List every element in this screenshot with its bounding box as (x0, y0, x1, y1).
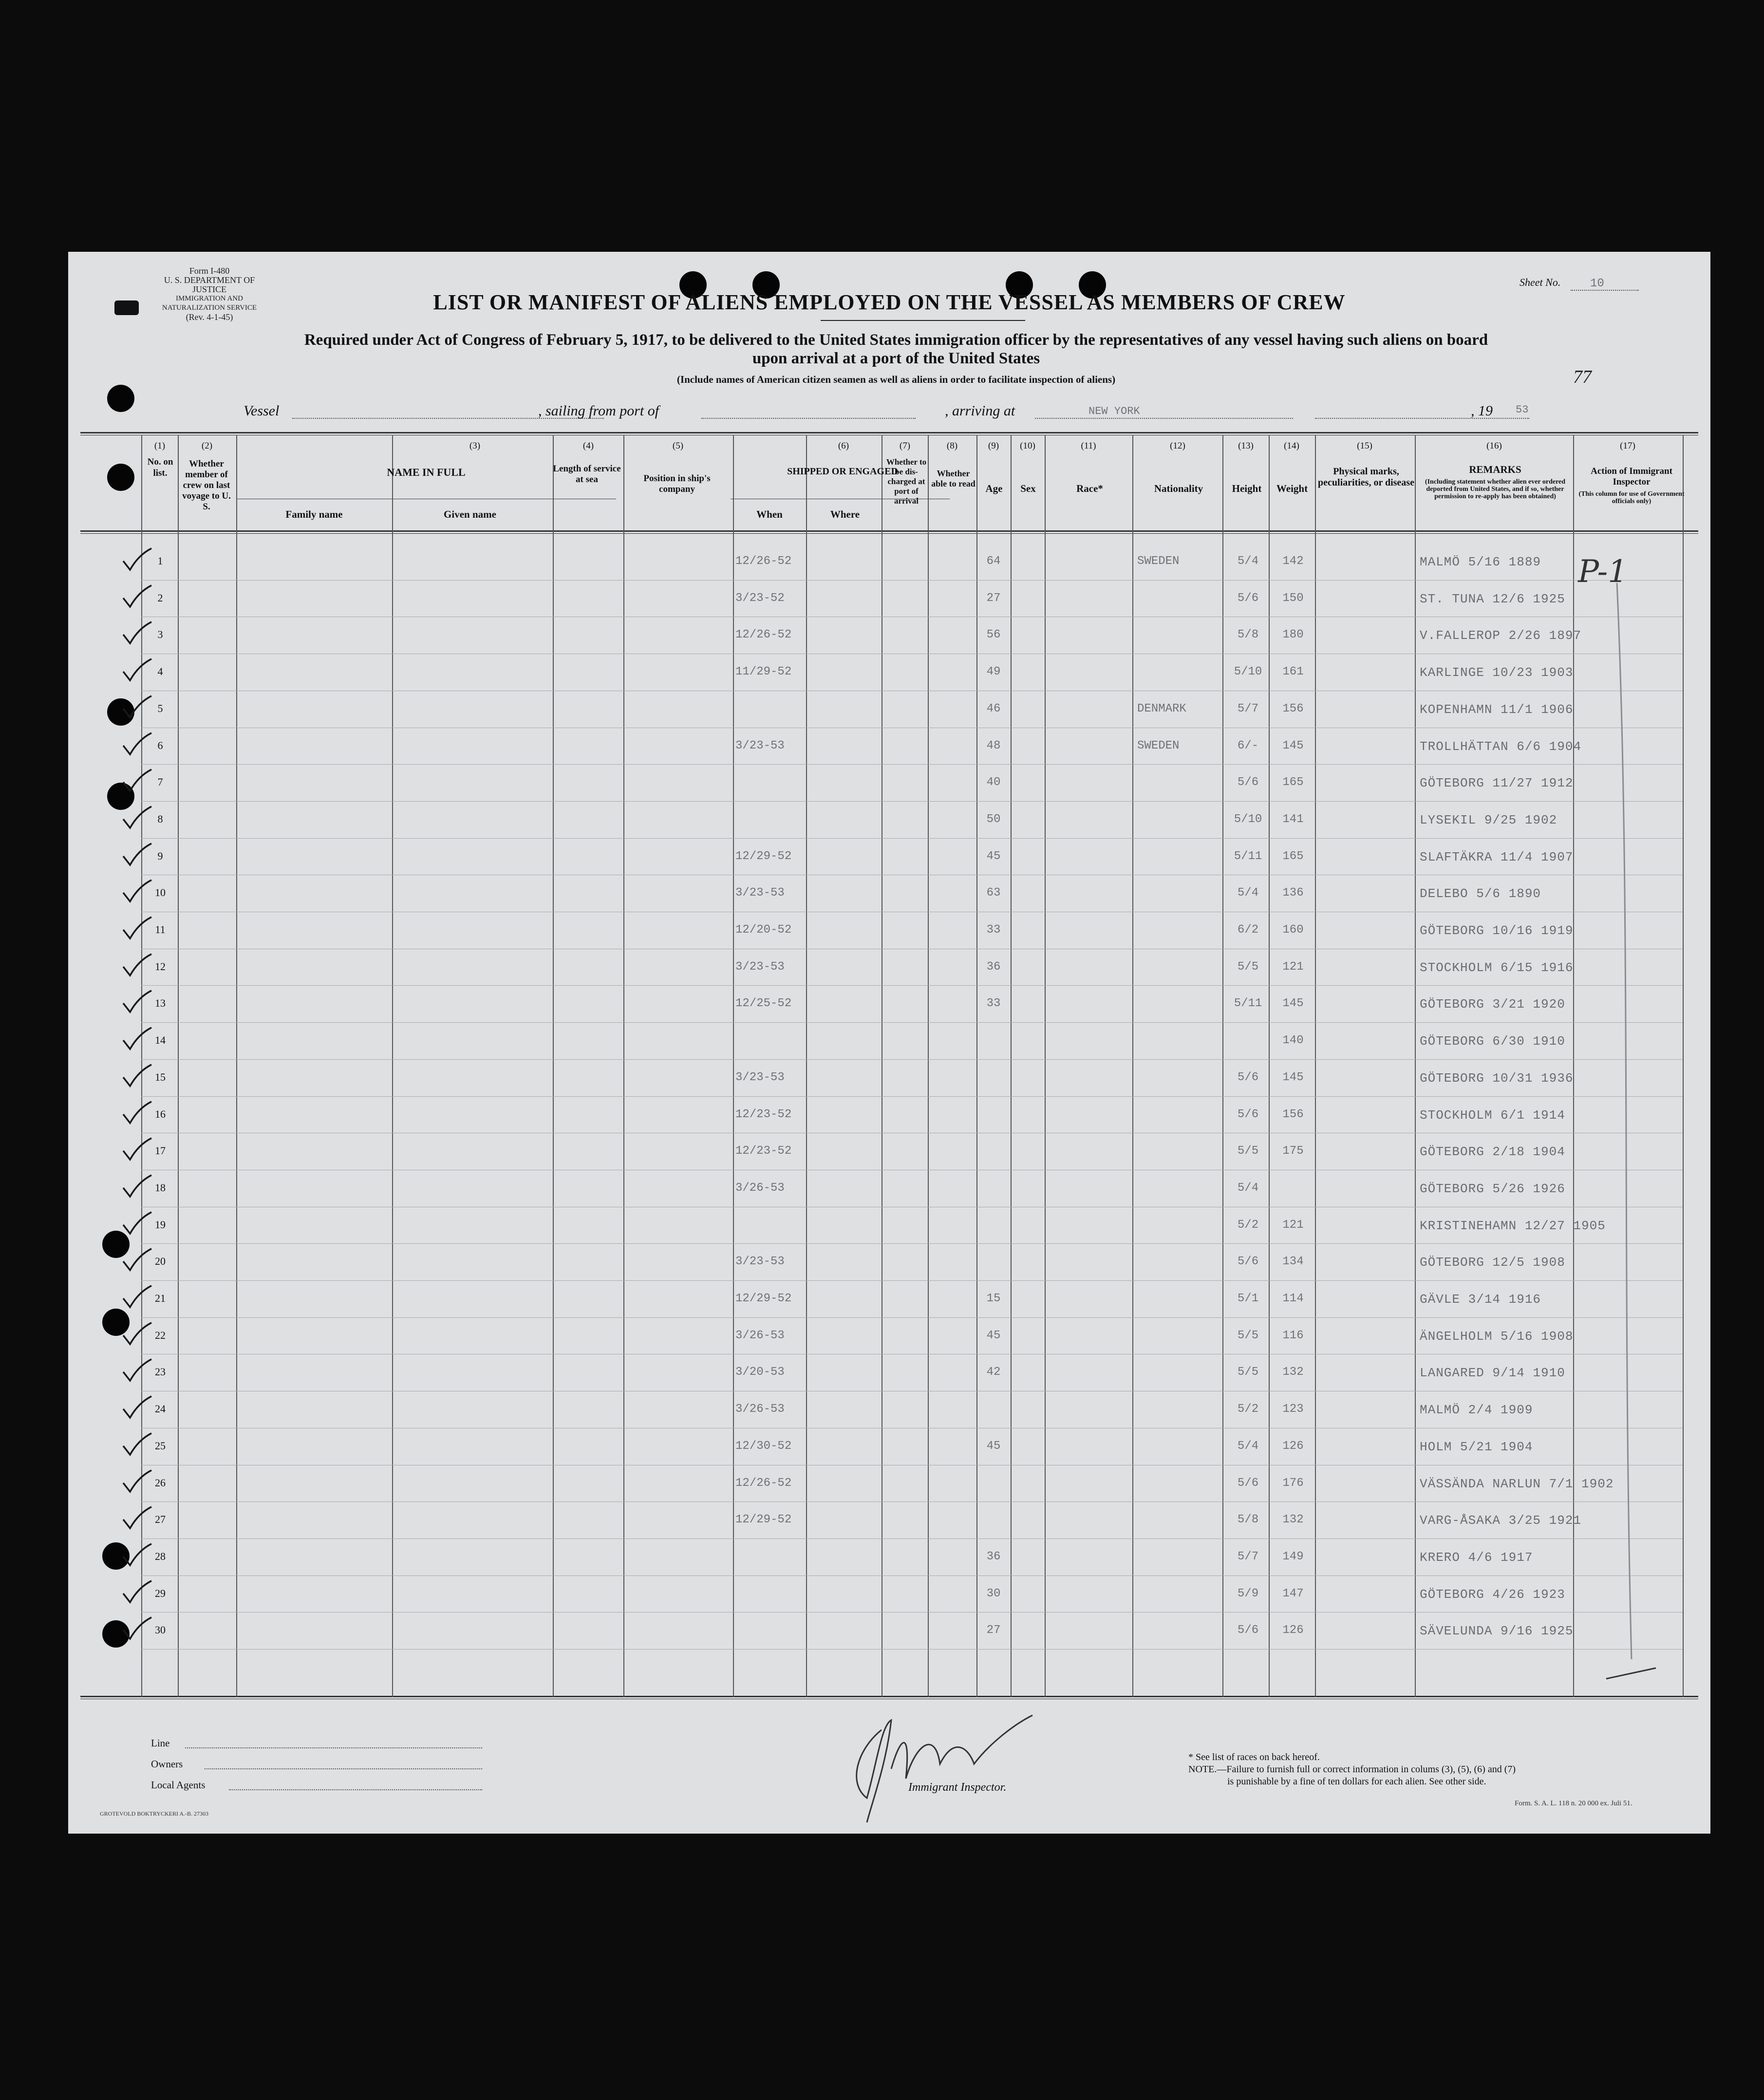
table-bottom-rule (80, 1696, 1698, 1697)
row-number: 8 (157, 812, 163, 825)
form-number: Form I-480 (189, 266, 230, 276)
row-nationality: DENMARK (1137, 702, 1186, 715)
col-name-in-full: NAME IN FULL (387, 466, 466, 478)
footer-line-label: Line (151, 1737, 170, 1749)
arriving-label: , arriving at (945, 403, 1015, 419)
row-height: 5/6 (1237, 1476, 1259, 1490)
row-rule (141, 801, 1683, 802)
column-rule (236, 435, 237, 1697)
row-number: 26 (155, 1476, 166, 1489)
col-member-crew: Whether member of crew on last voyage to U. S. (182, 459, 231, 512)
col-age: Age (985, 483, 1003, 494)
row-height: 5/6 (1237, 1255, 1259, 1269)
row-rule (141, 1538, 1683, 1539)
row-weight: 165 (1282, 776, 1304, 789)
row-number: 23 (155, 1366, 166, 1378)
row-rule (141, 580, 1683, 581)
col-given-name: Given name (444, 508, 496, 520)
row-when: 3/20-53 (735, 1366, 785, 1379)
vessel-label: Vessel (244, 403, 280, 419)
row-height: 5/6 (1237, 776, 1259, 789)
column-rule (806, 435, 807, 1697)
arriving-field (1035, 405, 1293, 419)
form-code: Form. S. A. L. 118 n. 20 000 ex. Juli 51. (1515, 1800, 1633, 1807)
row-remarks: GÖTEBORG 10/16 1919 (1420, 923, 1574, 938)
col-shipped: SHIPPED OR ENGAGED (787, 466, 898, 477)
row-number: 17 (155, 1144, 166, 1157)
footer-owners-label: Owners (151, 1758, 183, 1770)
row-height: 5/7 (1237, 1550, 1259, 1563)
row-remarks: LYSEKIL 9/25 1902 (1420, 812, 1558, 827)
row-when: 12/29-52 (735, 849, 792, 863)
row-height: 5/6 (1237, 1624, 1259, 1637)
column-rule (1315, 435, 1316, 1697)
row-number: 19 (155, 1218, 166, 1231)
row-weight: 156 (1282, 1107, 1304, 1121)
line-field (185, 1735, 482, 1748)
col-remarks: REMARKS (1469, 464, 1521, 475)
row-height: 5/5 (1237, 1144, 1259, 1158)
immigrant-inspector-label: Immigrant Inspector. (908, 1781, 1007, 1794)
column-rule (976, 435, 977, 1697)
row-when: 12/29-52 (735, 1513, 792, 1527)
row-number: 27 (155, 1513, 166, 1526)
row-weight: 121 (1282, 1218, 1304, 1232)
row-remarks: VÄSSÄNDA NARLUN 7/1 1902 (1420, 1476, 1614, 1491)
year-value: 53 (1516, 404, 1529, 416)
col-no-on-list: No. on list. (147, 457, 173, 478)
row-when: 3/23-52 (735, 591, 785, 605)
row-remarks: MALMÖ 5/16 1889 (1420, 555, 1541, 569)
row-number: 3 (157, 628, 163, 641)
row-weight: 136 (1282, 886, 1304, 900)
row-remarks: KRISTINEHAMN 12/27 1905 (1420, 1218, 1606, 1233)
row-number: 30 (155, 1624, 166, 1636)
row-remarks: MALMÖ 2/4 1909 (1420, 1403, 1533, 1418)
row-number: 5 (157, 702, 163, 714)
note-star: * See list of races on back hereof. (1188, 1752, 1320, 1762)
row-age: 49 (986, 665, 1001, 679)
form-dept: U. S. DEPARTMENT OF JUSTICE (164, 275, 255, 294)
date-field (1315, 405, 1529, 419)
column-rule (733, 435, 734, 1697)
row-age: 40 (986, 776, 1001, 789)
row-when: 12/20-52 (735, 923, 792, 937)
manifest-sheet (68, 252, 1710, 1834)
col-action-note: (This column for use of Government officials only) (1578, 490, 1685, 505)
row-height: 5/4 (1237, 1439, 1259, 1453)
row-remarks: GÖTEBORG 5/26 1926 (1420, 1181, 1565, 1196)
row-number: 2 (157, 591, 163, 604)
col-length-service: Length of service at sea (553, 464, 621, 485)
col-remarks-note: (Including statement whether alien ever ordered deported from United States, and if so, whether permission to re-apply has been obtained) (1425, 478, 1566, 500)
row-remarks: ST. TUNA 12/6 1925 (1420, 591, 1565, 606)
row-age: 36 (986, 960, 1001, 974)
inspector-stroke (1602, 563, 1661, 1688)
row-when: 12/23-52 (735, 1144, 792, 1158)
footer-agents-label: Local Agents (151, 1779, 206, 1791)
row-height: 5/6 (1237, 591, 1259, 605)
row-number: 16 (155, 1107, 166, 1120)
column-number: (4) (582, 441, 594, 451)
column-number: (6) (838, 441, 849, 451)
row-weight: 145 (1282, 997, 1304, 1011)
column-number: (3) (469, 441, 481, 451)
row-height: 5/4 (1237, 555, 1259, 568)
row-weight: 116 (1282, 1329, 1304, 1342)
row-number: 14 (155, 1034, 166, 1047)
row-weight: 114 (1282, 1292, 1304, 1305)
row-height: 5/4 (1237, 886, 1259, 900)
row-height: 5/2 (1237, 1403, 1259, 1416)
col-where: Where (830, 508, 860, 520)
col-height: Height (1232, 483, 1262, 494)
row-rule (141, 1280, 1683, 1281)
row-age: 63 (986, 886, 1001, 900)
row-when: 3/23-53 (735, 960, 785, 974)
column-rule (1011, 435, 1012, 1697)
row-rule (141, 1317, 1683, 1318)
row-age: 27 (986, 591, 1001, 605)
row-age: 46 (986, 702, 1001, 715)
sheet-value: 10 (1590, 277, 1604, 290)
row-height: 5/9 (1237, 1587, 1259, 1600)
row-age: 45 (986, 1439, 1001, 1453)
row-weight: 150 (1282, 591, 1304, 605)
row-remarks: HOLM 5/21 1904 (1420, 1439, 1533, 1454)
column-number: (11) (1081, 441, 1096, 451)
row-height: 5/10 (1234, 812, 1262, 826)
row-weight: 165 (1282, 849, 1304, 863)
row-height: 5/2 (1237, 1218, 1259, 1232)
column-number: (1) (154, 441, 166, 451)
col-physical: Physical marks, peculiarities, or disease (1318, 466, 1414, 488)
note-2: is punishable by a fine of ten dollars for each alien. See other side. (1227, 1776, 1486, 1787)
row-when: 3/26-53 (735, 1403, 785, 1416)
column-rule (392, 435, 393, 1697)
row-number: 11 (155, 923, 166, 936)
row-rule (141, 1575, 1683, 1576)
row-weight: 126 (1282, 1439, 1304, 1453)
sailing-field (701, 405, 916, 419)
row-remarks: SÄVELUNDA 9/16 1925 (1420, 1624, 1574, 1639)
row-remarks: GÖTEBORG 12/5 1908 (1420, 1255, 1565, 1270)
column-number: (7) (899, 441, 911, 451)
row-remarks: STOCKHOLM 6/15 1916 (1420, 960, 1574, 975)
row-weight: 149 (1282, 1550, 1304, 1563)
handwritten-number: 77 (1573, 367, 1592, 387)
row-remarks: GÖTEBORG 10/31 1936 (1420, 1070, 1574, 1086)
column-rule (178, 435, 179, 1697)
row-age: 33 (986, 923, 1001, 937)
year-label: , 19 (1471, 403, 1493, 419)
row-weight: 126 (1282, 1624, 1304, 1637)
row-rule (141, 1243, 1683, 1244)
row-age: 33 (986, 997, 1001, 1011)
row-number: 15 (155, 1070, 166, 1083)
row-height: 5/4 (1237, 1181, 1259, 1195)
row-age: 15 (986, 1292, 1001, 1305)
row-number: 7 (157, 776, 163, 788)
row-remarks: KOPENHAMN 11/1 1906 (1420, 702, 1574, 717)
form-service: IMMIGRATION AND NATURALIZATION SERVICE (162, 295, 257, 312)
row-rule (141, 985, 1683, 986)
row-remarks: SLAFTÄKRA 11/4 1907 (1420, 849, 1574, 864)
column-number: (9) (988, 441, 999, 451)
row-remarks: GÖTEBORG 3/21 1920 (1420, 997, 1565, 1012)
row-age: 64 (986, 555, 1001, 568)
row-when: 11/29-52 (735, 665, 792, 679)
row-height: 5/5 (1237, 1366, 1259, 1379)
row-number: 10 (155, 886, 166, 899)
punch-hole (107, 385, 134, 412)
row-age: 45 (986, 849, 1001, 863)
row-age: 27 (986, 1624, 1001, 1637)
row-height: 5/5 (1237, 960, 1259, 974)
row-weight: 147 (1282, 1587, 1304, 1600)
row-weight: 156 (1282, 702, 1304, 715)
row-height: 5/5 (1237, 1329, 1259, 1342)
row-when: 3/23-53 (735, 886, 785, 900)
row-weight: 121 (1282, 960, 1304, 974)
row-when: 3/23-53 (735, 1255, 785, 1269)
column-number: (5) (672, 441, 684, 451)
row-rule (141, 1096, 1683, 1097)
row-weight: 141 (1282, 812, 1304, 826)
row-number: 29 (155, 1587, 166, 1599)
table-top-rule (80, 432, 1698, 433)
row-weight: 123 (1282, 1403, 1304, 1416)
row-age: 48 (986, 739, 1001, 752)
row-weight: 160 (1282, 923, 1304, 937)
row-number: 22 (155, 1329, 166, 1341)
row-number: 12 (155, 960, 166, 973)
row-when: 12/26-52 (735, 1476, 792, 1490)
column-rule (1683, 435, 1684, 1697)
row-number: 20 (155, 1255, 166, 1268)
subtitle-3: (Include names of American citizen seamen as well as aliens in order to facilitate inspection of aliens) (676, 374, 1116, 385)
col-position: Position in ship's company (643, 473, 711, 494)
column-number: (8) (946, 441, 958, 451)
sheet-label: Sheet No. (1520, 276, 1561, 288)
row-rule (141, 764, 1683, 765)
arrival-port: NEW YORK (1088, 405, 1140, 417)
row-rule (141, 1649, 1683, 1650)
sheet-field (1571, 277, 1639, 291)
row-height: 6/- (1237, 739, 1259, 752)
row-remarks: KRERO 4/6 1917 (1420, 1550, 1533, 1565)
row-height: 5/11 (1234, 849, 1262, 863)
row-remarks: GÖTEBORG 11/27 1912 (1420, 776, 1574, 791)
column-number: (16) (1486, 441, 1502, 451)
col-discharged: Whether to be dis-charged at port of arrival (886, 457, 927, 506)
row-remarks: VARG-ÅSAKA 3/25 1921 (1420, 1513, 1582, 1528)
print-code: GROTEVOLD BOKTRYCKERI A.-B. 27303 (100, 1810, 209, 1817)
row-weight: 161 (1282, 665, 1304, 679)
column-rule (1132, 435, 1133, 1697)
row-remarks: GÖTEBORG 4/26 1923 (1420, 1587, 1565, 1602)
subtitle-2: upon arrival at a port of the United States (752, 350, 1040, 367)
row-when: 12/29-52 (735, 1292, 792, 1305)
row-nationality: SWEDEN (1137, 739, 1180, 752)
row-weight: 132 (1282, 1513, 1304, 1527)
row-height: 5/10 (1234, 665, 1262, 679)
col-action: Action of Immigrant Inspector (1591, 466, 1672, 487)
row-rule (141, 838, 1683, 839)
column-rule (928, 435, 929, 1697)
row-number: 25 (155, 1439, 166, 1452)
col-race: Race* (1076, 483, 1103, 494)
column-number: (12) (1170, 441, 1185, 451)
row-nationality: SWEDEN (1137, 555, 1180, 568)
column-rule (1222, 435, 1223, 1697)
row-when: 12/26-52 (735, 628, 792, 642)
row-number: 28 (155, 1550, 166, 1562)
row-remarks: GÖTEBORG 2/18 1904 (1420, 1144, 1565, 1160)
col-when: When (756, 508, 783, 520)
row-remarks: GÄVLE 3/14 1916 (1420, 1292, 1541, 1307)
row-rule (141, 1022, 1683, 1023)
row-when: 3/23-53 (735, 739, 785, 752)
column-rule (553, 435, 554, 1697)
row-height: 6/2 (1237, 923, 1259, 937)
punch-hole (107, 464, 134, 491)
page-title: LIST OR MANIFEST OF ALIENS EMPLOYED ON THE VESSEL AS MEMBERS OF CREW (433, 290, 1346, 314)
row-when: 12/30-52 (735, 1439, 792, 1453)
row-rule (141, 1501, 1683, 1502)
column-rule (1045, 435, 1046, 1697)
column-rule (1415, 435, 1416, 1697)
row-weight: 132 (1282, 1366, 1304, 1379)
row-remarks: DELEBO 5/6 1890 (1420, 886, 1541, 901)
row-age: 45 (986, 1329, 1001, 1342)
subtitle-1: Required under Act of Congress of February 5, 1917, to be delivered to the United States immigration officer by the representatives of any vessel having such aliens on board (304, 331, 1488, 349)
header-bottom-rule-2 (80, 533, 1698, 534)
year-field (1516, 404, 1528, 416)
row-age: 30 (986, 1587, 1001, 1600)
title-underline (821, 320, 1025, 321)
row-age: 56 (986, 628, 1001, 642)
column-number: (2) (201, 441, 213, 451)
inspector-mark: P-1 (1578, 554, 1628, 590)
row-remarks: GÖTEBORG 6/30 1910 (1420, 1034, 1565, 1049)
row-when: 3/26-53 (735, 1329, 785, 1342)
row-number: 21 (155, 1292, 166, 1304)
col-sex: Sex (1020, 483, 1036, 494)
column-number: (14) (1284, 441, 1299, 451)
column-rule (1573, 435, 1574, 1697)
row-height: 5/8 (1237, 628, 1259, 642)
row-remarks: KARLINGE 10/23 1903 (1420, 665, 1574, 680)
col-able-read: Whether able to read (931, 469, 976, 488)
row-height: 5/6 (1237, 1070, 1259, 1084)
row-height: 5/8 (1237, 1513, 1259, 1527)
row-remarks: STOCKHOLM 6/1 1914 (1420, 1107, 1565, 1123)
row-height: 5/7 (1237, 702, 1259, 715)
column-number: (17) (1620, 441, 1635, 451)
row-when: 12/23-52 (735, 1107, 792, 1121)
row-weight: 176 (1282, 1476, 1304, 1490)
row-remarks: LANGARED 9/14 1910 (1420, 1366, 1565, 1381)
row-age: 42 (986, 1366, 1001, 1379)
row-age: 36 (986, 1550, 1001, 1563)
owners-field (205, 1756, 482, 1769)
row-height: 5/11 (1234, 997, 1262, 1011)
row-number: 13 (155, 997, 166, 1010)
col-weight: Weight (1276, 483, 1308, 494)
row-when: 3/23-53 (735, 1070, 785, 1084)
row-weight: 180 (1282, 628, 1304, 642)
column-rule (623, 435, 624, 1697)
row-when: 12/25-52 (735, 997, 792, 1011)
row-remarks: V.FALLEROP 2/26 1897 (1420, 628, 1582, 643)
agents-field (229, 1777, 482, 1790)
row-weight: 175 (1282, 1144, 1304, 1158)
col-family-name: Family name (285, 508, 343, 520)
col-nationality: Nationality (1154, 483, 1203, 494)
row-age: 50 (986, 812, 1001, 826)
row-weight: 145 (1282, 739, 1304, 752)
row-number: 24 (155, 1403, 166, 1415)
inspector-signature (828, 1706, 1091, 1827)
row-number: 18 (155, 1181, 166, 1194)
row-weight: 145 (1282, 1070, 1304, 1084)
row-number: 1 (157, 555, 163, 567)
row-number: 9 (157, 849, 163, 862)
note-1: NOTE.—Failure to furnish full or correct information in colums (3), (5), (6) and (7) (1188, 1764, 1516, 1775)
header-bottom-rule (80, 530, 1698, 532)
row-remarks: TROLLHÄTTAN 6/6 1904 (1420, 739, 1582, 754)
column-rule (1269, 435, 1270, 1697)
row-number: 6 (157, 739, 163, 751)
row-when: 3/26-53 (735, 1181, 785, 1195)
column-number: (10) (1020, 441, 1035, 451)
row-height: 5/6 (1237, 1107, 1259, 1121)
row-weight: 140 (1282, 1034, 1304, 1048)
column-number: (13) (1238, 441, 1254, 451)
row-weight: 142 (1282, 555, 1304, 568)
row-remarks: ÄNGELHOLM 5/16 1908 (1420, 1329, 1574, 1344)
row-when: 12/26-52 (735, 555, 792, 568)
column-number: (15) (1357, 441, 1372, 451)
sailing-label: , sailing from port of (538, 403, 659, 419)
row-number: 4 (157, 665, 163, 678)
row-height: 5/1 (1237, 1292, 1259, 1305)
form-rev: (Rev. 4-1-45) (186, 312, 233, 322)
row-rule (141, 1059, 1683, 1060)
row-weight: 134 (1282, 1255, 1304, 1269)
